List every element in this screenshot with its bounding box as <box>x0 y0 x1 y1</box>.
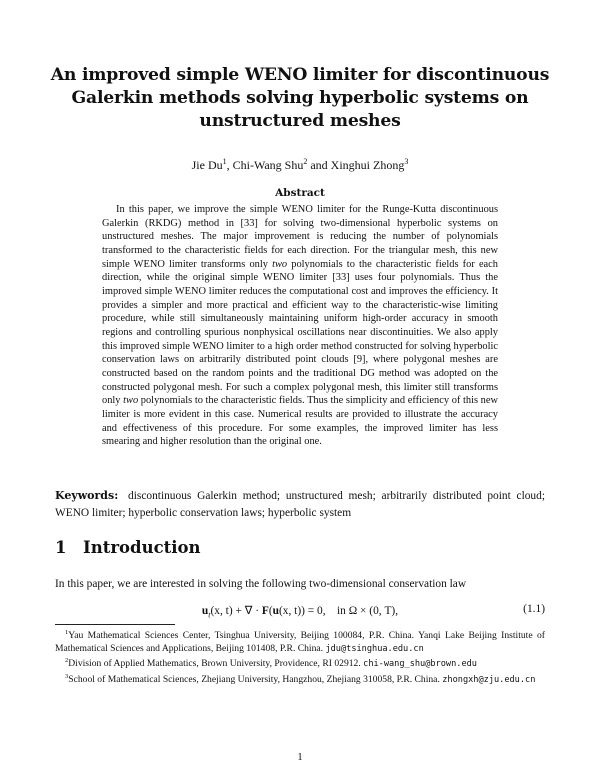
eq-domain: in Ω × (0, T), <box>336 605 399 617</box>
footnote-text: School of Mathematical Sciences, Zhejiang University, Hangzhou, Zhejiang 310058, P.R. China. <box>68 674 443 686</box>
title-line-1: An improved simple WENO limiter for discontinuous <box>50 65 550 85</box>
keywords-text: discontinuous Galerkin method; unstructured mesh; arbitrarily distributed point cloud; WENO limiter; hyperbolic conservation laws; hyperbolic system <box>55 490 545 519</box>
author-mark: 2 <box>303 157 308 166</box>
abstract-text: polynomials to the characteristic fields for each direction, while the original simple WENO limiter [33] uses four polynomials. Thus the improved simple WENO limiter reduces the computational cost and improves the efficiency. It provides a simpler and more practical and efficient way to the characteristic-wise limiting procedure, while still simultaneously maintaining uniform high-order accuracy in smooth regions and controlling spurious nonphysical oscillations near discontinuities. We also apply this improved simple WENO limiter to a high order method constructed for solving hyperbolic conservation laws on arbitrarily distributed point clouds [9], where polygonal meshes are constructed based on the random points and the traditional DG method was adopted on the constructed polygonal mesh. For such a complex polygonal mesh, this limiter still transforms only <box>102 258 498 407</box>
eq-symbol-u: u <box>201 605 209 617</box>
footnote-mark: 1 <box>65 629 69 636</box>
author-separator: , <box>226 158 233 172</box>
author-separator: and <box>307 158 331 172</box>
footnotes <box>55 627 545 687</box>
abstract-text-emphasis: two <box>272 258 288 270</box>
page-number: 1 <box>297 751 303 763</box>
footnote <box>55 655 545 671</box>
author-list <box>60 154 540 173</box>
eq-subscript-t: t <box>208 610 211 620</box>
abstract-heading: Abstract <box>275 187 325 199</box>
author-name: Chi-Wang Shu <box>232 158 304 172</box>
author-mark: 3 <box>404 157 409 166</box>
title-line-3: unstructured meshes <box>199 111 401 131</box>
footnote-mark: 3 <box>65 673 69 681</box>
footnote-mark: 2 <box>65 657 69 665</box>
eq-symbol-F: F <box>261 605 269 617</box>
abstract-text: polynomials to the characteristic fields. Thus the simplicity and efficiency of this new limiter is more evident in this case. Numerical results are provided to illustrate the accuracy and effectiveness of this procedure. For some examples, the improved limiter has less smearing and higher resolution than the original one. <box>102 395 498 448</box>
author-name: Xinghui Zhong <box>330 158 405 172</box>
footnote-text: Yau Mathematical Sciences Center, Tsinghua University, Beijing 100084, P.R. China. Yanqi Lake Beijing Institute of Mathematical Sciences and Applications, Beijing 101408, P.R. China. <box>55 630 545 654</box>
footnote <box>55 671 545 687</box>
section-number: 1 <box>55 538 67 557</box>
keywords-label: Keywords: <box>55 489 119 502</box>
equation-1-1 <box>55 603 545 621</box>
eq-symbol-u: u <box>272 605 279 617</box>
footnote-email[interactable]: chi-wang_shu@brown.edu <box>363 659 477 670</box>
footnote-text: Division of Applied Mathematics, Brown University, Providence, RI 02912. <box>68 658 364 670</box>
footnote-rule <box>55 624 175 625</box>
author-mark: 1 <box>222 157 227 166</box>
author-name: Jie Du <box>191 158 223 172</box>
abstract-text: In this paper, we improve the simple WENO limiter for the Runge-Kutta discontinuous Galerkin (RKDG) method in [33] for solving two-dimensional hyperbolic systems on unstructured meshes. The major improvement is reducing the number of polynomials transformed to the characteristic fields for each direction. For the triangular mesh, this new simple WENO limiter transforms only <box>102 204 498 270</box>
footnote-email[interactable]: zhongxh@zju.edu.cn <box>442 675 536 686</box>
intro-paragraph: In this paper, we are interested in solving the following two-dimensional conservation law <box>55 578 467 590</box>
eq-part: (x, t)) = 0, <box>278 605 326 617</box>
equation-number: (1.1) <box>523 603 545 615</box>
title-line-2: Galerkin methods solving hyperbolic systems on <box>71 88 529 108</box>
keywords <box>55 487 545 522</box>
paper-title <box>40 64 560 133</box>
footnote <box>55 627 545 655</box>
section-title: Introduction <box>83 538 201 557</box>
footnote-email[interactable]: jdu@tsinghua.edu.cn <box>325 643 424 654</box>
abstract-body <box>102 203 498 449</box>
equation-body <box>55 603 545 619</box>
abstract-text-emphasis: two <box>123 395 139 407</box>
eq-part: (x, t) + ∇ · <box>210 605 262 617</box>
section-heading <box>55 538 201 557</box>
eq-part: ( <box>268 605 273 617</box>
